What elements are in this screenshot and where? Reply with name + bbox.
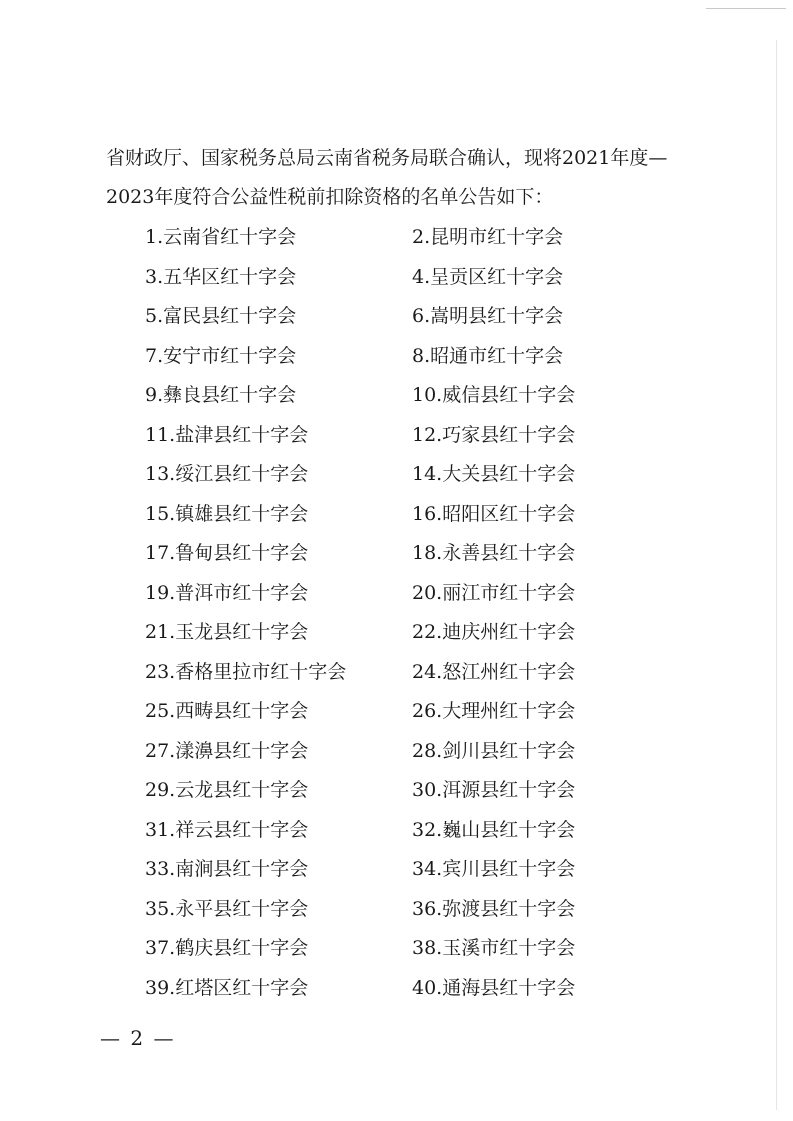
list-item: 1.云南省红十字会: [145, 226, 297, 248]
list-item: 13.绥江县红十字会: [145, 463, 309, 485]
list-item: 37.鹤庆县红十字会: [145, 937, 309, 959]
list-item: 28.剑川县红十字会: [412, 740, 576, 762]
list-item: 35.永平县红十字会: [145, 898, 309, 920]
list-item: 7.安宁市红十字会: [145, 345, 297, 367]
list-item: 25.西畴县红十字会: [145, 700, 309, 722]
list-item: 6.嵩明县红十字会: [412, 305, 564, 327]
list-item: 8.昭通市红十字会: [412, 345, 564, 367]
list-item: 18.永善县红十字会: [412, 542, 576, 564]
list-item: 4.呈贡区红十字会: [412, 266, 564, 288]
list-item: 24.怒江州红十字会: [412, 661, 576, 683]
list-item: 10.威信县红十字会: [412, 384, 576, 406]
list-item: 29.云龙县红十字会: [145, 779, 309, 801]
list-item: 2.昆明市红十字会: [412, 226, 564, 248]
list-item: 26.大理州红十字会: [412, 700, 576, 722]
page-number: — 2 —: [100, 1026, 176, 1050]
list-item: 12.巧家县红十字会: [412, 424, 576, 446]
list-item: 27.漾濞县红十字会: [145, 740, 309, 762]
list-item: 39.红塔区红十字会: [145, 977, 309, 999]
list-item: 11.盐津县红十字会: [145, 424, 309, 446]
list-item: 20.丽江市红十字会: [412, 582, 576, 604]
list-item: 21.玉龙县红十字会: [145, 621, 309, 643]
list-item: 5.富民县红十字会: [145, 305, 297, 327]
list-item: 23.香格里拉市红十字会: [145, 661, 347, 683]
list-item: 36.弥渡县红十字会: [412, 898, 576, 920]
list-item: 30.洱源县红十字会: [412, 779, 576, 801]
list-item: 15.镇雄县红十字会: [145, 503, 309, 525]
list-item: 9.彝良县红十字会: [145, 384, 297, 406]
list-item: 38.玉溪市红十字会: [412, 937, 576, 959]
intro-text-line-1: 省财政厅、国家税务总局云南省税务局联合确认，现将2021年度—: [106, 147, 668, 169]
list-item: 22.迪庆州红十字会: [412, 621, 576, 643]
list-item: 34.宾川县红十字会: [412, 858, 576, 880]
intro-text-line-2: 2023年度符合公益性税前扣除资格的名单公告如下：: [106, 186, 554, 208]
list-item: 19.普洱市红十字会: [145, 582, 309, 604]
list-item: 17.鲁甸县红十字会: [145, 542, 309, 564]
list-item: 31.祥云县红十字会: [145, 819, 309, 841]
list-item: 14.大关县红十字会: [412, 463, 576, 485]
list-item: 32.巍山县红十字会: [412, 819, 576, 841]
list-item: 16.昭阳区红十字会: [412, 503, 576, 525]
list-item: 40.通海县红十字会: [412, 977, 576, 999]
list-item: 3.五华区红十字会: [145, 266, 297, 288]
list-item: 33.南涧县红十字会: [145, 858, 309, 880]
